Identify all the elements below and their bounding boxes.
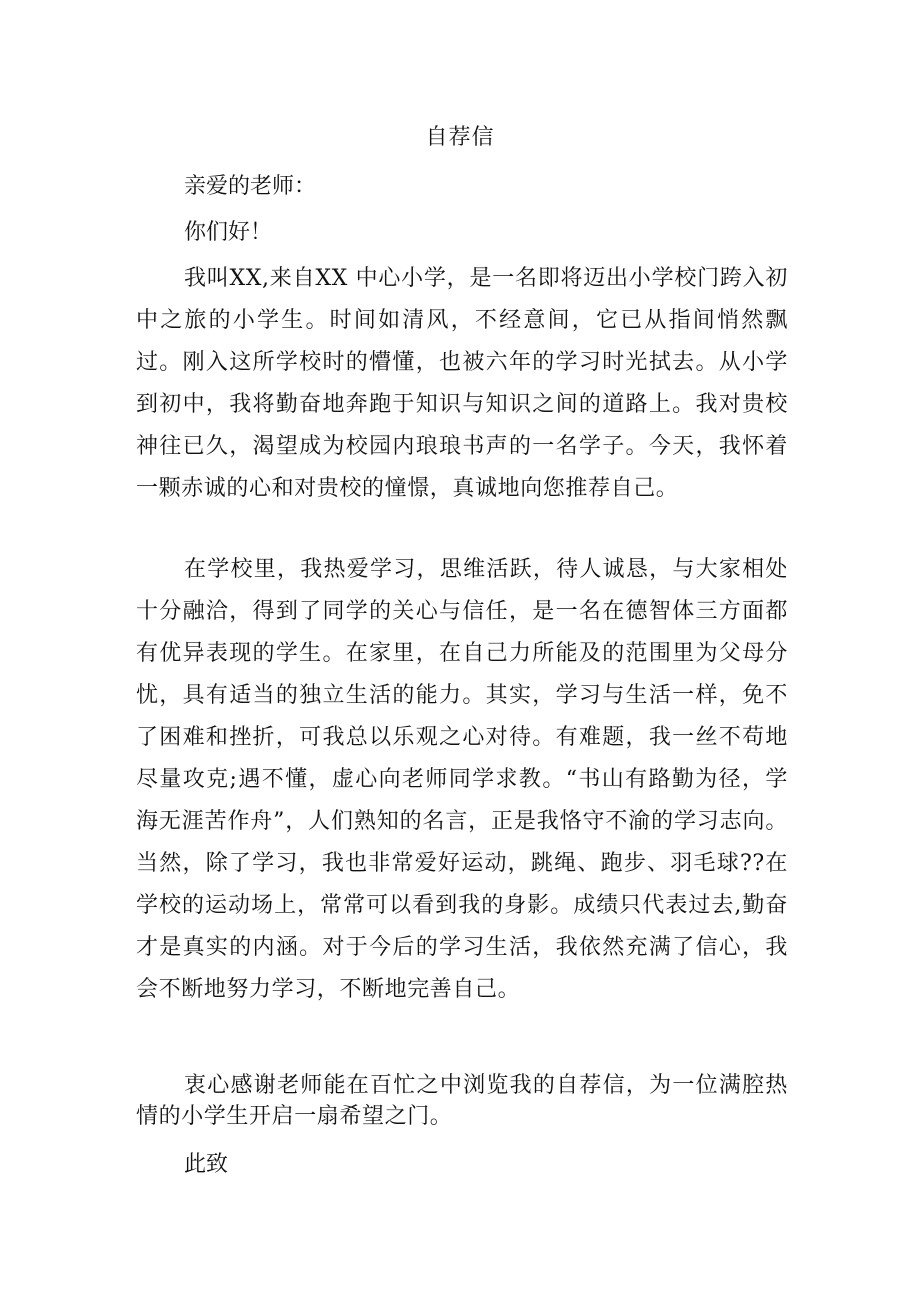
salutation: 亲爱的老师：	[184, 174, 317, 199]
paragraph-intro: 我叫XX,来自XX 中心小学，是一名即将迈出小学校门跨入初中之旅的小学生。时间如清风，不经意间，它已从指间悄然飘过。刚入这所学校时的懵懂，也被六年的学习时光拭去。从小学到初中，我将勤奋地奔跑于知识与知识之间的道路上。我对贵校神往已久，渴望成为校园内琅琅书声的一名学子。今天，我怀着一颗赤诚的心和对贵校的憧憬，真诚地向您推荐自己。	[136, 266, 788, 501]
greeting: 你们好！	[184, 220, 273, 245]
paragraph-self-description: 在学校里，我热爱学习，思维活跃，待人诚恳，与大家相处十分融洽，得到了同学的关心与信任，是一名在德智体三方面都有优异表现的学生。在家里，在自己力所能及的范围里为父母分忧，具有适当的独立生活的能力。其实，学习与生活一样，免不了困难和挫折，可我总以乐观之心对待。有难题，我一丝不苟地尽量攻克;遇不懂，虚心向老师同学求教。“书山有路勤为径，学海无涯苦作舟”，人们熟知的名言，正是我恪守不渝的学习志向。当然，除了学习，我也非常爱好运动，跳绳、跑步、羽毛球??在学校的运动场上，常常可以看到我的身影。成绩只代表过去,勤奋才是真实的内涵。对于今后的学习生活，我依然充满了信心，我会不断地努力学习，不断地完善自己。	[136, 557, 788, 1002]
paragraph-thanks: 衷心感谢老师能在百忙之中浏览我的自荐信，为一位满腔热情的小学生开启一扇希望之门。	[136, 1073, 788, 1129]
letter-title: 自荐信	[425, 125, 495, 150]
sign-off: 此致	[184, 1152, 229, 1177]
